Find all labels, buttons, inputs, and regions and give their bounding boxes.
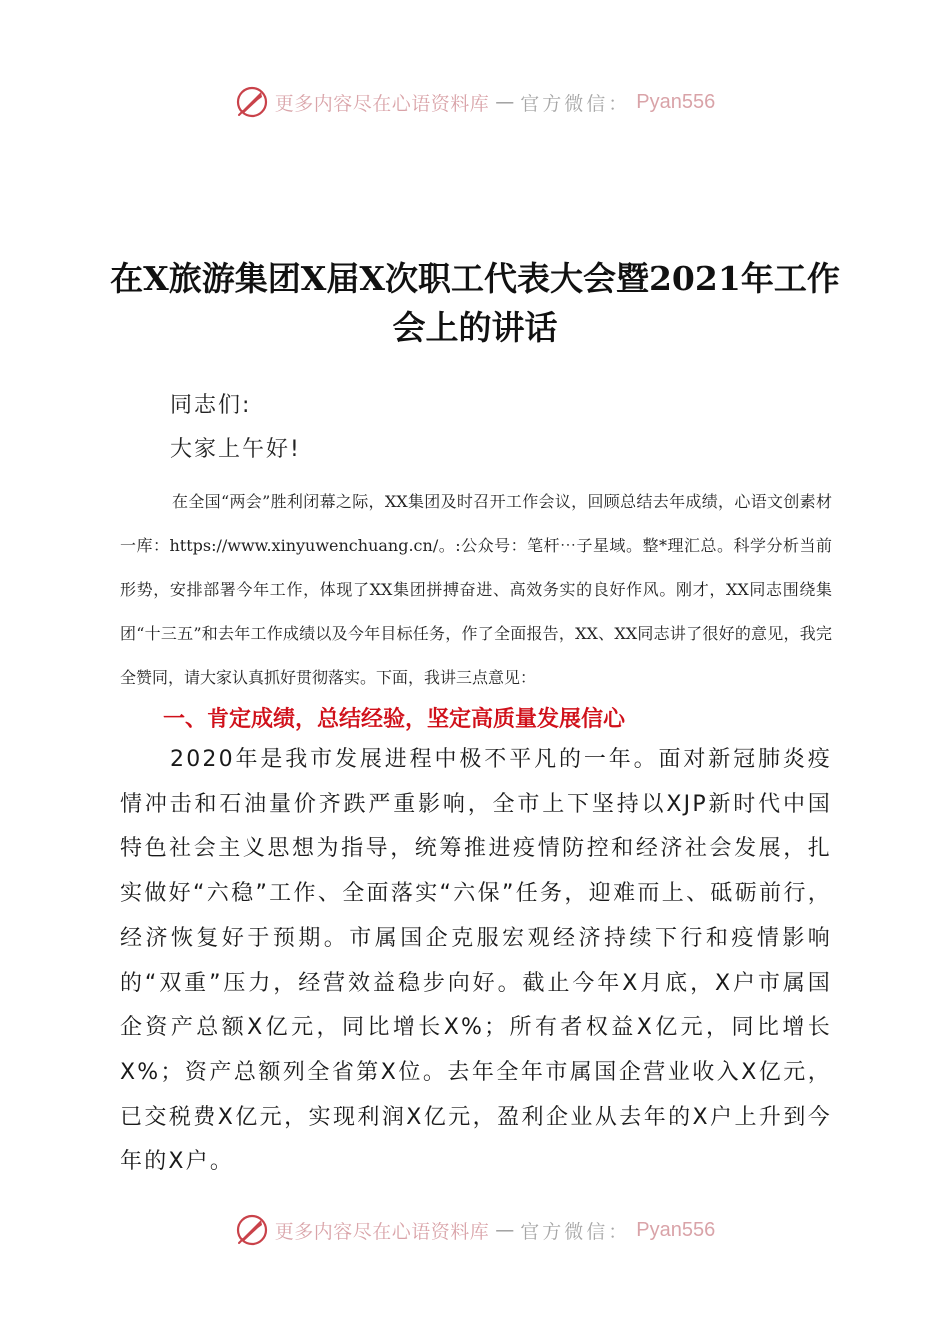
pen-nib-logo-icon bbox=[235, 1213, 269, 1247]
salutation: 同志们: bbox=[170, 393, 252, 418]
header-watermark bbox=[0, 82, 950, 122]
watermark-wechat-id: Pyan556 bbox=[636, 1218, 716, 1241]
footer-watermark bbox=[0, 1210, 950, 1250]
greeting: 大家上午好! bbox=[170, 437, 301, 462]
body-paragraph: 2020年是我市发展进程中极不平凡的一年。面对新冠肺炎疫情冲击和石油量价齐跌严重影响，全市上下坚持以XJP新时代中国特色社会主义思想为指导，统筹推进疫情防控和经济社会发展，扎实做好“六稳”工作、全面落实“六保”任务，迎难而上、砥砺前行，经济恢复好于预期。市属国企克服宏观经济持续下行和疫情影响的“双重”压力，经营效益稳步向好。截止今年X月底，X户市属国企资产总额X亿元，同比增长X%；所有者权益X亿元，同比增长X%；资产总额列全省第X位。去年全年市属国企营业收入X亿元，已交税费X亿元，实现利润X亿元，盈利企业从去年的X户上升到今年的X户。 bbox=[120, 747, 832, 1175]
watermark-brand-text: 更多内容尽在心语资料库 bbox=[274, 92, 490, 115]
section-heading: 一、肯定成绩，总结经验，坚定高质量发展信心 bbox=[163, 707, 626, 732]
watermark-label: 官方微信： bbox=[520, 92, 631, 115]
watermark-separator: — bbox=[495, 91, 515, 113]
document-title: 在X旅游集团X届X次职工代表大会暨2021年工作会上的讲话 bbox=[110, 259, 840, 347]
pen-nib-logo-icon bbox=[235, 85, 269, 119]
watermark-label: 官方微信： bbox=[520, 1220, 631, 1243]
intro-paragraph: 在全国“两会”胜利闭幕之际，XX集团及时召开工作会议，回顾总结去年成绩，心语文创素材一库：https://www.xinyuwenchuang.cn/。:公众号：笔杆⋯子星域。整*理汇总。科学分析当前形势，安排部署今年工作，体现了XX集团拼搏奋进、高效务实的良好作风。刚才，XX同志围绕集团“十三五”和去年工作成绩以及今年目标任务，作了全面报告，XX、XX同志讲了很好的意见，我完全赞同，请大家认真抓好贯彻落实。下面，我讲三点意见： bbox=[120, 492, 832, 687]
watermark-wechat-id: Pyan556 bbox=[636, 90, 716, 113]
watermark-brand-text: 更多内容尽在心语资料库 bbox=[274, 1220, 490, 1243]
watermark-separator: — bbox=[495, 1219, 515, 1241]
